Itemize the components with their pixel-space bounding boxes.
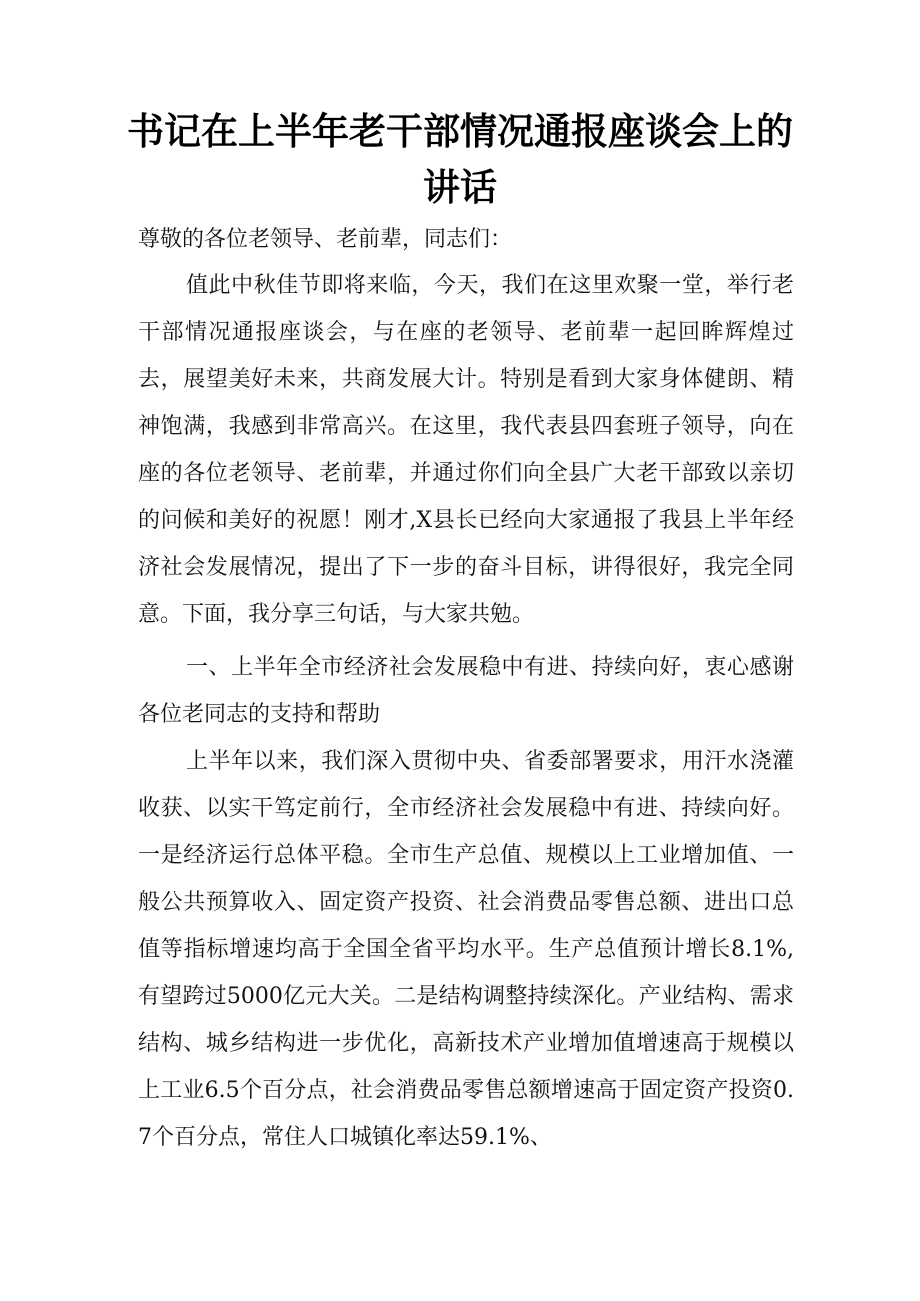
salutation: 尊敬的各位老领导、老前辈，同志们：: [138, 227, 513, 252]
document-title: 书记在上半年老干部情况通报座谈会上的讲话: [127, 110, 793, 209]
paragraph-opening: 值此中秋佳节即将来临，今天，我们在这里欢聚一堂，举行老干部情况通报座谈会，与在座的老领导、老前辈一起回眸辉煌过去，展望美好未来，共商发展大计。特别是看到大家身体健朗、精神饱满，我感到非常高兴。在这里，我代表县四套班子领导，向在座的各位老领导、老前辈，并通过你们向全县广大老干部致以亲切的问候和美好的祝愿！刚才,X县长已经向大家通报了我县上半年经济社会发展情况，提出了下一步的奋斗目标，讲得很好，我完全同意。下面，我分享三句话，与大家共勉。: [138, 273, 794, 627]
paragraph-economic-review: 上半年以来，我们深入贯彻中央、省委部署要求，用汗水浇灌收获、以实干笃定前行，全市经济社会发展稳中有进、持续向好。一是经济运行总体平稳。全市生产总值、规模以上工业增加值、一般公共预算收入、固定资产投资、社会消费品零售总额、进出口总值等指标增速均高于全国全省平均水平。生产总值预计增长8.1%,有望跨过5000亿元大关。二是结构调整持续深化。产业结构、需求结构、城乡结构进一步优化，高新技术产业增加值增速高于规模以上工业6.5个百分点，社会消费品零售总额增速高于固定资产投资0.7个百分点，常住人口城镇化率达59.1%、: [138, 749, 794, 1150]
section-heading-one: 一、上半年全市经济社会发展稳中有进、持续向好，衷心感谢各位老同志的支持和帮助: [138, 655, 794, 727]
